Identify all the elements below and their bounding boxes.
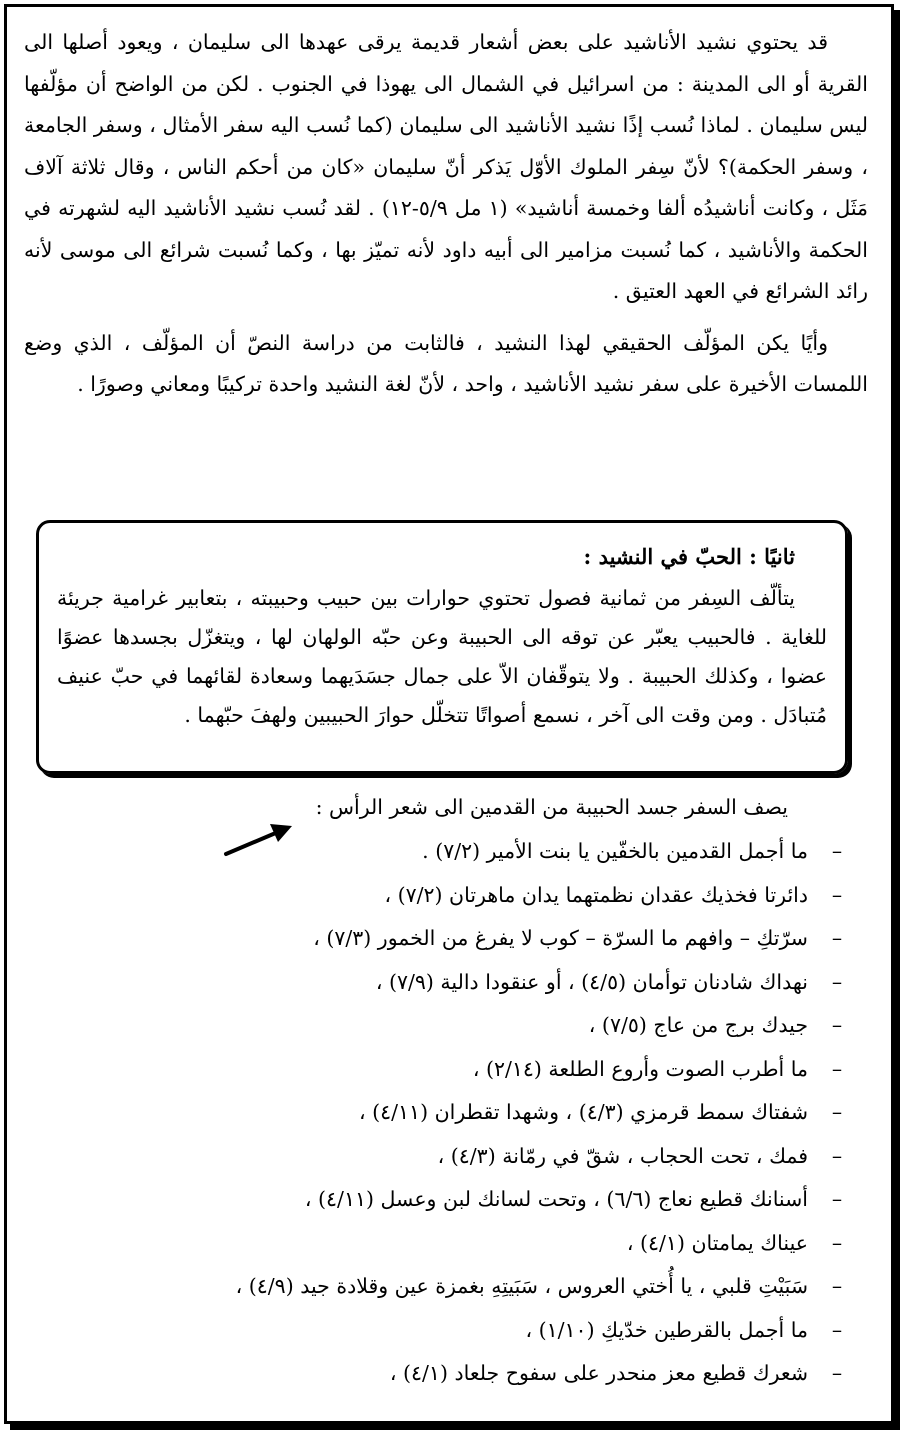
list-item: [60, 1222, 860, 1266]
list-item: [60, 830, 860, 874]
bullet-dash: –: [831, 1317, 843, 1342]
verse-text: ما أجمل بالقرطين خدّيكِ (١/١٠) ،: [525, 1317, 808, 1342]
verse-text: عيناك يمامتان (٤/١) ،: [626, 1230, 808, 1255]
bullet-dash: –: [831, 882, 843, 907]
verse-text: نهداك شادنان توأمان (٤/٥) ، أو عنقودا دالية (٧/٩) ،: [375, 969, 808, 994]
intro-paragraph: قد يحتوي نشيد الأناشيد على بعض أشعار قديمة يرقى عهدها الى سليمان ، ويعود أصلها الى القرية أو الى المدينة : من اسرائيل في الشمال الى يهوذا في الجنوب . لكن من الواضح أن مؤلّفها ليس سليمان . لماذا نُسب إذًا نشيد الأناشيد الى سليمان (كما نُسب اليه سفر الأمثال ، وسفر الجامعة ، وسفر الحكمة)؟ لأنّ سِفر الملوك الأوّل يَذكر أنّ سليمان «كان من أحكم الناس ، وقال ثلاثة آلاف مَثَل ، وكانت أناشيدُه ألفا وخمسة أناشيد» (١ مل ٥/٩-١٢) . لقد نُسب نشيد الأناشيد اليه لشهرته في الحكمة والأناشيد ، كما نُسبت مزامير الى أبيه داود لأنه تميّز بها ، وكما نُسبت شرائع الى موسى لأنه رائد الشرائع في العهد العتيق .: [24, 30, 869, 303]
intro-paragraph: وأيًا يكن المؤلّف الحقيقي لهذا النشيد ، فالثابت من دراسة النصّ أن المؤلّف ، الذي وضع اللمسات الأخيرة على سفر نشيد الأناشيد ، واحد ، لأنّ لغة النشيد واحدة تركيبًا ومعاني وصورًا .: [24, 330, 868, 396]
verse-text: فمك ، تحت الحجاب ، شقّ في رمّانة (٤/٣) ،: [437, 1143, 808, 1168]
list-item: [60, 1309, 860, 1353]
verse-list: [60, 830, 860, 1396]
love-section-box: [36, 520, 848, 774]
list-item: [60, 1048, 860, 1092]
bullet-dash: –: [831, 1187, 843, 1211]
bullet-dash: –: [831, 839, 843, 863]
verse-text: سَبَيْتِ قلبي ، يا أُختي العروس ، سَبَيتِهِ بغمزة عين وقلادة جيد (٤/٩) ،: [235, 1274, 808, 1298]
list-item: [60, 1352, 860, 1396]
bullet-dash: –: [831, 926, 843, 950]
list-item: [60, 961, 860, 1005]
bullet-dash: –: [831, 1056, 843, 1081]
verse-text: شعرك قطيع معز منحدر على سفوح جلعاد (٤/١) ،: [389, 1361, 808, 1385]
verse-text: سرّتكِ – وافهم ما السرّة – كوب لا يفرغ من الخمور (٧/٣) ،: [313, 926, 808, 950]
verse-text: ما أجمل القدمين بالخفّين يا بنت الأمير (٧/٢) .: [422, 839, 808, 863]
bullet-dash: –: [831, 1143, 843, 1168]
list-intro: يصف السفر جسد الحبيبة من القدمين الى شعر الرأس :: [315, 795, 788, 819]
bullet-dash: –: [831, 1230, 843, 1255]
bullet-dash: –: [831, 1274, 843, 1298]
list-item: [60, 1091, 860, 1135]
verse-text: ما أطرب الصوت وأروع الطلعة (٢/١٤) ،: [472, 1056, 808, 1081]
verse-list-section: [60, 790, 860, 1396]
bullet-dash: –: [831, 1361, 843, 1385]
arrow-icon: [222, 820, 294, 860]
verse-text: دائرتا فخذيك عقدان نظمتهما يدان ماهرتان (٧/٢) ،: [384, 882, 808, 907]
bullet-dash: –: [831, 1013, 843, 1037]
section-text: يتألّف السِفر من ثمانية فصول تحتوي حوارات بين حبيب وحبيبته ، بتعابير غرامية جريئة للغاية . فالحبيب يعبّر عن توقه الى الحبيبة وعن حبّه الولهان لها ، ويتغزّل بجسدها عضوًا عضوا ، وكذلك الحبيبة . ولا يتوقّفان الاّ على جمال جسَدَيهما وسعادة لقائهما في حبّ عنيف مُتبادَل . ومن وقت الى آخر ، نسمع أصواتًا تتخلّل حوارَ الحبيبين ولهفَ حبّهما .: [57, 586, 827, 727]
verse-text: جيدك برج من عاج (٧/٥) ،: [588, 1013, 808, 1037]
verse-text: شفتاك سمط قرمزي (٤/٣) ، وشهدا تقطران (٤/١١) ،: [358, 1100, 808, 1124]
list-item: [60, 1265, 860, 1309]
section-heading: ثانيًا : الحبّ في النشيد :: [583, 544, 795, 569]
intro-section: [24, 22, 868, 406]
list-item: [60, 1135, 860, 1179]
list-item: [60, 1178, 860, 1222]
bullet-dash: –: [831, 969, 843, 994]
verse-text: أسنانك قطيع نعاج (٦/٦) ، وتحت لسانك لبن وعسل (٤/١١) ،: [304, 1187, 808, 1211]
list-item: [60, 917, 860, 961]
list-item: [60, 874, 860, 918]
list-item: [60, 1004, 860, 1048]
bullet-dash: –: [831, 1100, 843, 1124]
